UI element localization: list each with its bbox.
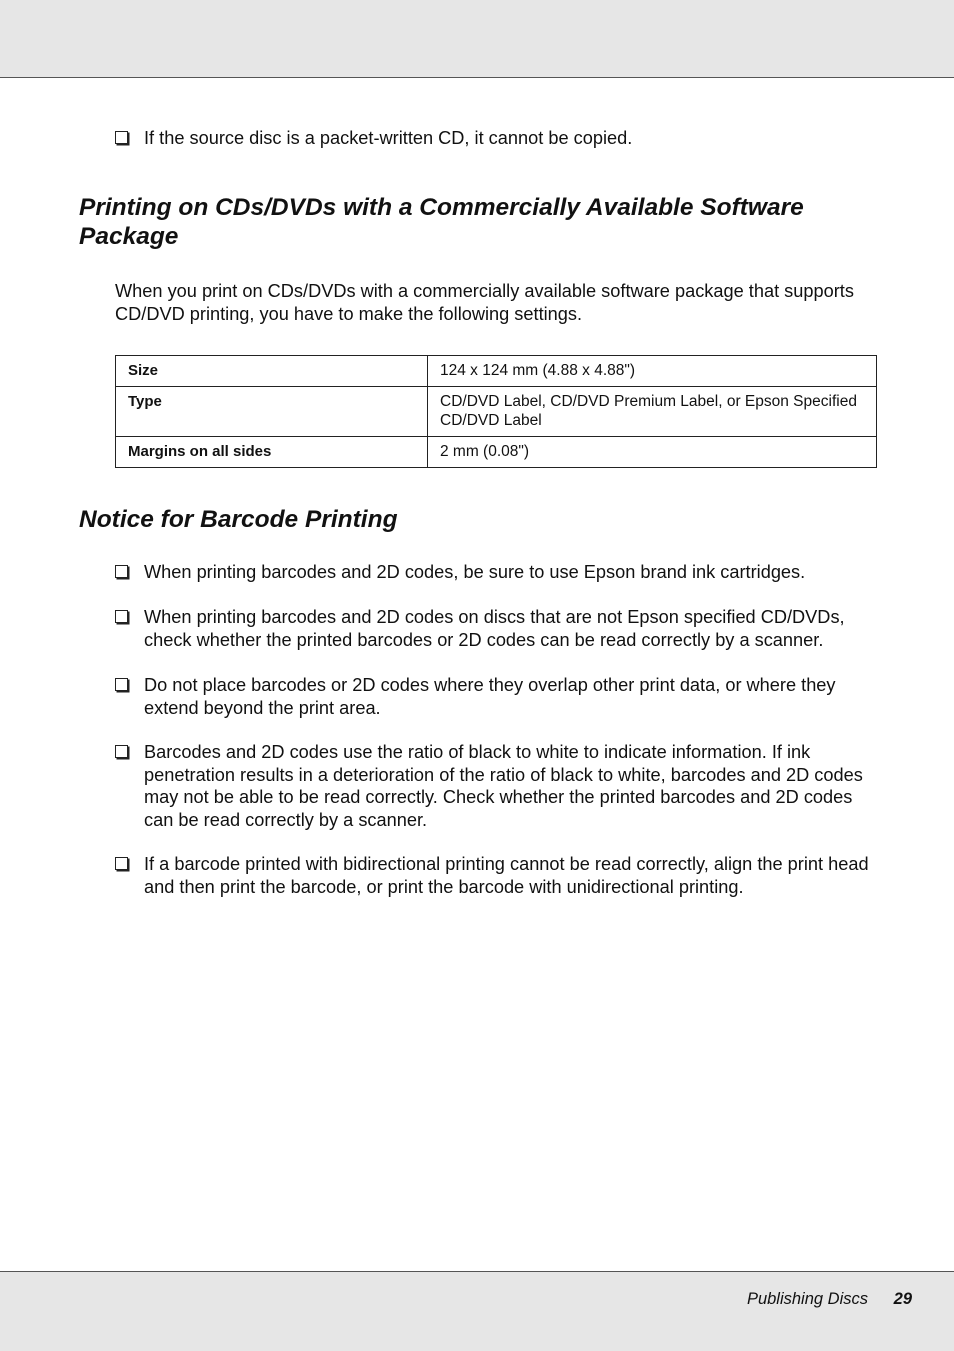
checkbox-bullet-icon <box>115 674 139 697</box>
section-heading: Printing on CDs/DVDs with a Commercially Available Software Package <box>79 194 804 250</box>
bullet-text: Barcodes and 2D codes use the ratio of black to white to indicate information. If ink penetration results in a deterioration of the ratio of black to white, barcodes and 2D codes may not be able to be read correctly. Check whether the printed barcodes and 2D codes can be read correctly by a scanner. <box>144 742 863 830</box>
bullet-item <box>115 127 877 150</box>
intro-paragraph: When you print on CDs/DVDs with a commercially available software package that supports CD/DVD printing, you have to make the following settings. <box>115 281 854 324</box>
checkbox-bullet-icon <box>115 127 139 150</box>
footer-section-title: Publishing Discs <box>746 1290 868 1308</box>
checkbox-bullet-icon <box>115 606 139 629</box>
table-row <box>116 387 877 437</box>
table-label-cell: Margins on all sides <box>116 437 428 468</box>
bullet-item <box>115 674 877 719</box>
table-label-cell: Type <box>116 387 428 437</box>
bullet-text: If a barcode printed with bidirectional printing cannot be read correctly, align the print head and then print the barcode, or print the barcode with unidirectional printing. <box>144 854 869 897</box>
table-value-cell: 2 mm (0.08") <box>428 437 877 468</box>
bullet-item <box>115 606 877 651</box>
page-footer <box>0 1271 954 1351</box>
bullet-text: Do not place barcodes or 2D codes where they overlap other print data, or where they extend beyond the print area. <box>144 675 836 718</box>
page-number: 29 <box>893 1290 912 1308</box>
section-heading: Notice for Barcode Printing <box>79 506 398 533</box>
page-header-band <box>0 0 954 78</box>
checkbox-bullet-icon <box>115 741 139 764</box>
bullet-item <box>115 853 877 898</box>
bullet-item <box>115 741 877 831</box>
table-row <box>116 437 877 468</box>
settings-table <box>115 355 877 468</box>
bullet-item <box>115 561 877 584</box>
table-value-cell: 124 x 124 mm (4.88 x 4.88") <box>428 356 877 387</box>
table-value-cell: CD/DVD Label, CD/DVD Premium Label, or Epson Specified CD/DVD Label <box>428 387 877 437</box>
bullet-text: When printing barcodes and 2D codes, be sure to use Epson brand ink cartridges. <box>144 562 806 582</box>
checkbox-bullet-icon <box>115 561 139 584</box>
bullet-text: If the source disc is a packet-written CD, it cannot be copied. <box>144 128 633 148</box>
table-row <box>116 356 877 387</box>
checkbox-bullet-icon <box>115 853 139 876</box>
bullet-text: When printing barcodes and 2D codes on discs that are not Epson specified CD/DVDs, check whether the printed barcodes or 2D codes can be read correctly by a scanner. <box>144 607 845 650</box>
table-label-cell: Size <box>116 356 428 387</box>
